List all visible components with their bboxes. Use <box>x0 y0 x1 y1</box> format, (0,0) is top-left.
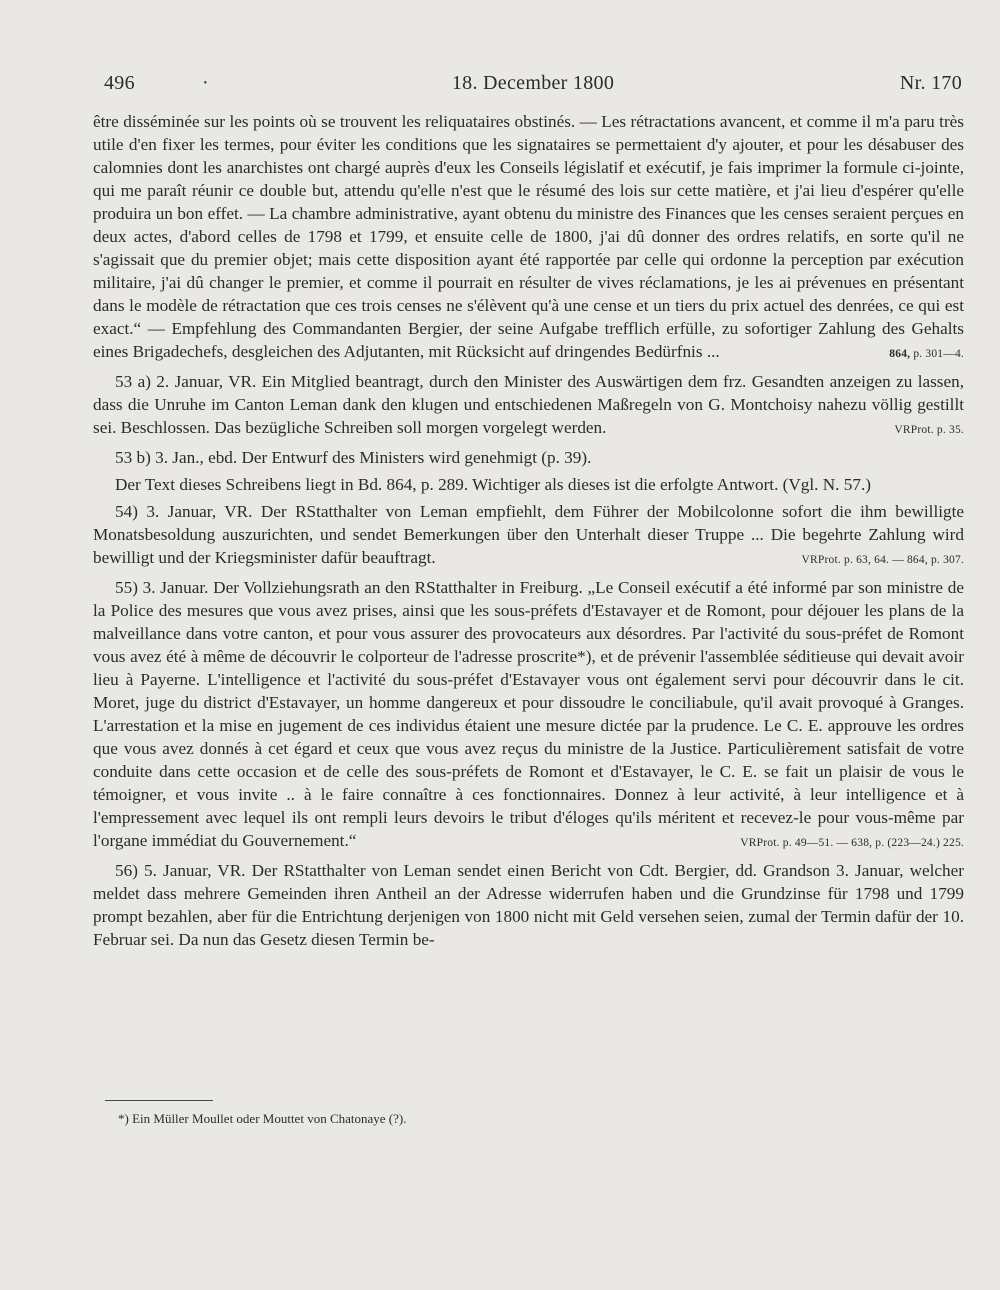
paragraph-text: 55) 3. Januar. Der Vollziehungsrath an den RStatthalter in Freiburg. „Le Conseil exécutif a été informé par son ministre de la Police des mesures que vous avez prises, ainsi que les sous-préfets d'Estavayer et de Romont, pour déjouer les plans de la malveillance dans votre canton, et pour vous assurer des provocateurs aux désordres. Par l'activité du sous-préfet de Romont vous avez été à même de découvrir le colporteur de l'adresse proscrite*), et de prévenir l'assemblée séditieuse qui devait avoir lieu à Payerne. L'intelligence et l'activité du sous-préfet d'Estavayer vous ont également servi pour découvrir dans le cit. Moret, juge du district d'Estavayer, un homme dangereux et pour dissoudre le conciliabule, qu'il avait provoqué à Granges. L'arrestation et la mise en jugement de ces individus étaient une mesure dictée par la prudence. Le C. E. approuve les ordres que vous avez donnés à cet égard et ceux que vous avez reçus du ministre de la Justice. Particulièrement satisfait de votre conduite dans cette occasion et de celle des sous-préfets de Romont et d'Estavayer, le C. E. se fait un plaisir de vous le témoigner, et vous invite .. à le faire connaître à ces fonctionnaires. Donnez à leur activité, à leur intelligence et à l'empressement avec lequel ils ont rempli leurs devoirs le tribut d'éloges qu'ils méritent et recevez-le pour vous-même par l'organe immédiat du Gouvernement.“ <box>93 578 964 850</box>
paragraph-53b <box>93 446 964 469</box>
running-header <box>104 72 962 102</box>
paragraph-text: 56) 5. Januar, VR. Der RStatthalter von Leman sendet einen Bericht von Cdt. Bergier, dd. Grandson 3. Januar, welcher meldet dass mehrere Gemeinden ihren Antheil an der Adresse widerrufen haben und die Grundzinse für 1798 und 1799 prompt bezahlen, aber für die Entrichtung derjenigen von 1800 nicht mit Geld versehen seien, zumal der Termin dafür der 10. Februar sei. Da nun das Gesetz diesen Termin be- <box>93 861 964 949</box>
paragraph-56 <box>93 859 964 951</box>
reference-pages: p. 301—4. <box>913 348 964 360</box>
paragraph-text: être disséminée sur les points où se trouvent les reliquataires obstinés. — Les rétractations avancent, et comme il m'a paru très utile d'en fixer les termes, pour éviter les conditions que les signataires se permettaient d'y ajouter, et pour les désabuser des calomnies dont les anarchistes ont chargé auprès d'eux les Conseils législatif et exécutif, je fais imprimer la formule ci-jointe, qui me paraît réunir ce double but, attendu qu'elle n'est que le résumé des lois sur cette matière, et j'ai lieu d'espérer qu'elle produira un bon effet. — La chambre administrative, ayant obtenu du ministre des Finances que les censes seraient perçues en deux actes, d'abord celles de 1798 et 1799, et ensuite celle de 1800, j'ai dû donner des ordres relatifs, en sorte qu'il ne s'agissait que du premier objet; mais cette disposition ayant été rapportée par celle qui ordonne la perception par exécution militaire, j'ai dû changer le premier, et comme il pourrait en résulter de vives réclamations, je les ai prévenues en présentant dans le modèle de rétractation que ces trois censes ne s'élèvent qu'à une cense et un tiers du prix actuel des denrées, ce qui est exact.“ — Empfehlung des Commandanten Bergier, der seine Aufgabe trefflich erfülle, zu sofortiger Zahlung des Gehalts eines Brigadechefs, desgleichen des Adjutanten, mit Rücksicht auf dringendes Bedürfnis ... <box>93 112 964 361</box>
paragraph-text: Der Text dieses Schreibens liegt in Bd. 864, p. 289. Wichtiger als dieses ist die erfolgte Antwort. (Vgl. N. 57.) <box>115 475 871 494</box>
page-number: 496 <box>104 72 135 94</box>
paragraph-53a <box>93 370 964 442</box>
paragraph-text: 53 b) 3. Jan., ebd. Der Entwurf des Ministers wird genehmigt (p. 39). <box>115 448 592 467</box>
archive-reference <box>889 343 964 366</box>
paragraph-55 <box>93 576 964 855</box>
paragraph-54 <box>93 500 964 572</box>
archive-reference: VRProt. p. 35. <box>894 424 964 436</box>
paragraph-text: 53 a) 2. Januar, VR. Ein Mitglied beantragt, durch den Minister des Auswärtigen dem frz. Gesandten anzeigen zu lassen, dass die Unruhe im Canton Leman dank den klugen und entschiedenen Maßregeln von G. Montchoisy nahezu völlig gestillt sei. Beschlossen. Das bezügliche Schreiben soll morgen vorgelegt werden. <box>93 372 964 437</box>
reference-volume: 864, <box>889 348 911 360</box>
paragraph-note <box>93 473 964 496</box>
archive-reference: VRProt. p. 63, 64. — 864, p. 307. <box>801 554 964 566</box>
footnote-divider <box>105 1100 213 1101</box>
body-text <box>93 110 964 951</box>
header-date: 18. December 1800 <box>451 72 615 94</box>
header-dot: · <box>202 72 209 94</box>
paragraph-continuation <box>93 110 964 366</box>
document-number: Nr. 170 <box>899 72 962 94</box>
footnote: *) Ein Müller Moullet oder Mouttet von Chatonaye (?). <box>118 1111 407 1126</box>
archive-reference: VRProt. p. 49—51. — 638, p. (223—24.) 225. <box>740 837 964 849</box>
paragraph-text: 54) 3. Januar, VR. Der RStatthalter von Leman empfiehlt, dem Führer der Mobilcolonne sofort die ihm bewilligte Monatsbesoldung auszurichten, und sendet Bemerkungen über den Unterhalt dieser Truppe ... Die begehrte Zahlung wird bewilligt und der Kriegsminister dafür beauftragt. <box>93 502 964 567</box>
